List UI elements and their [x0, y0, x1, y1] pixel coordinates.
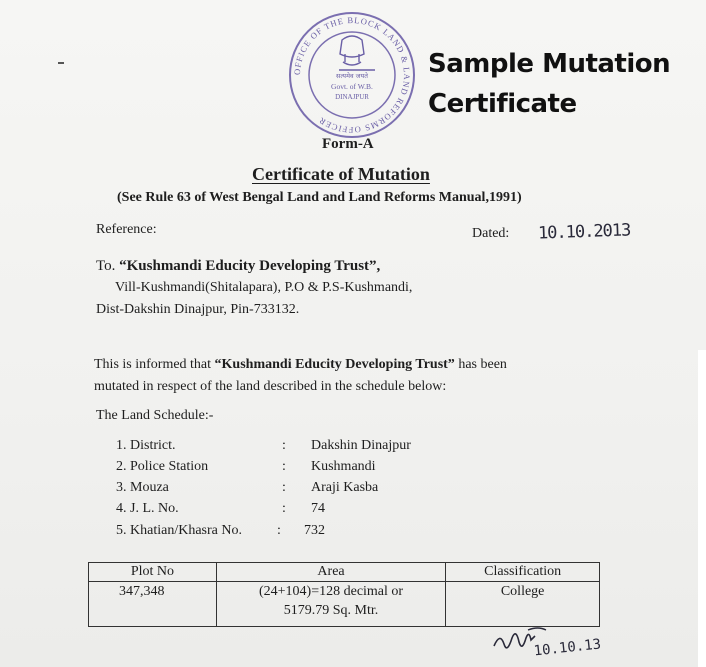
schedule-row: [0, 480, 706, 500]
schedule-value: Araji Kasba: [311, 480, 379, 495]
schedule-row: [0, 459, 706, 479]
classification-cell: College: [446, 582, 600, 627]
info-prefix: This is informed that: [94, 357, 215, 372]
info-trust-name: “Kushmandi Educity Developing Trust”: [214, 357, 455, 372]
emblem-icon: [339, 36, 375, 70]
schedule-row: [0, 438, 706, 458]
area-line-2: 5179.79 Sq. Mtr.: [283, 603, 379, 618]
schedule-colon: :: [282, 501, 286, 516]
plot-no-cell: 347,348: [89, 582, 217, 627]
sample-title-line2: Certificate: [428, 89, 577, 119]
info-line-1: [94, 357, 507, 373]
info-line-2: mutated in respect of the land described in the schedule below:: [94, 379, 447, 394]
seal-ring-text: OFFICE OF THE BLOCK LAND & LAND REFORMS OFFICER: [291, 14, 413, 136]
schedule-label: 5. Khatian/Khasra No.: [116, 523, 242, 538]
schedule-label: 3. Mouza: [116, 480, 169, 495]
schedule-label: 2. Police Station: [116, 459, 209, 474]
schedule-colon: :: [282, 480, 286, 495]
scan-mark: [58, 62, 64, 64]
signature-scribble-icon: [494, 634, 535, 648]
addressee-line: [96, 258, 380, 275]
to-prefix: To.: [96, 258, 120, 274]
schedule-value: 732: [304, 523, 325, 538]
plot-table-header: [89, 563, 600, 582]
address-line-2: Vill-Kushmandi(Shitalapara), P.O & P.S-Kushmandi,: [115, 280, 413, 295]
reference-label: Reference:: [96, 222, 157, 237]
schedule-colon: :: [282, 459, 286, 474]
signature: [488, 612, 608, 667]
sample-title-line1: Sample Mutation: [428, 49, 671, 79]
area-line-1: (24+104)=128 decimal or: [258, 584, 404, 599]
column-header-classification: Classification: [446, 563, 600, 582]
schedule-colon: :: [277, 523, 281, 538]
schedule-colon: :: [282, 438, 286, 453]
seal-district: DINAJPUR: [335, 93, 369, 101]
dated-value: 10.10.2013: [537, 220, 631, 244]
info-suffix: has been: [454, 357, 507, 372]
schedule-value: 74: [311, 501, 325, 516]
address-line-3: Dist-Dakshin Dinajpur, Pin-733132.: [96, 302, 300, 317]
column-header-area: Area: [216, 563, 445, 582]
land-schedule-label: The Land Schedule:-: [96, 408, 214, 423]
column-header-plot-no: Plot No: [89, 563, 217, 582]
seal-motto: सत्यमेव जयते: [336, 72, 368, 80]
seal-govt: Govt. of W.B.: [331, 82, 373, 91]
schedule-label: 1. District.: [116, 438, 176, 453]
signature-date: 10.10.13: [533, 636, 602, 660]
signature-stroke-icon: [528, 628, 546, 630]
sample-title: [428, 44, 670, 124]
schedule-value: Kushmandi: [311, 459, 376, 474]
dated-label: Dated:: [472, 226, 510, 241]
schedule-label: 4. J. L. No.: [116, 501, 179, 516]
schedule-row: [0, 523, 706, 543]
official-seal-icon: [287, 10, 417, 140]
schedule-row: [0, 501, 706, 521]
area-cell: [216, 582, 445, 627]
rule-reference: (See Rule 63 of West Bengal Land and Land Reforms Manual,1991): [117, 190, 522, 205]
form-label: Form-A: [322, 136, 374, 152]
schedule-value: Dakshin Dinajpur: [311, 438, 411, 453]
certificate-title: Certificate of Mutation: [252, 164, 430, 184]
addressee-name: “Kushmandi Educity Developing Trust”,: [119, 258, 381, 274]
